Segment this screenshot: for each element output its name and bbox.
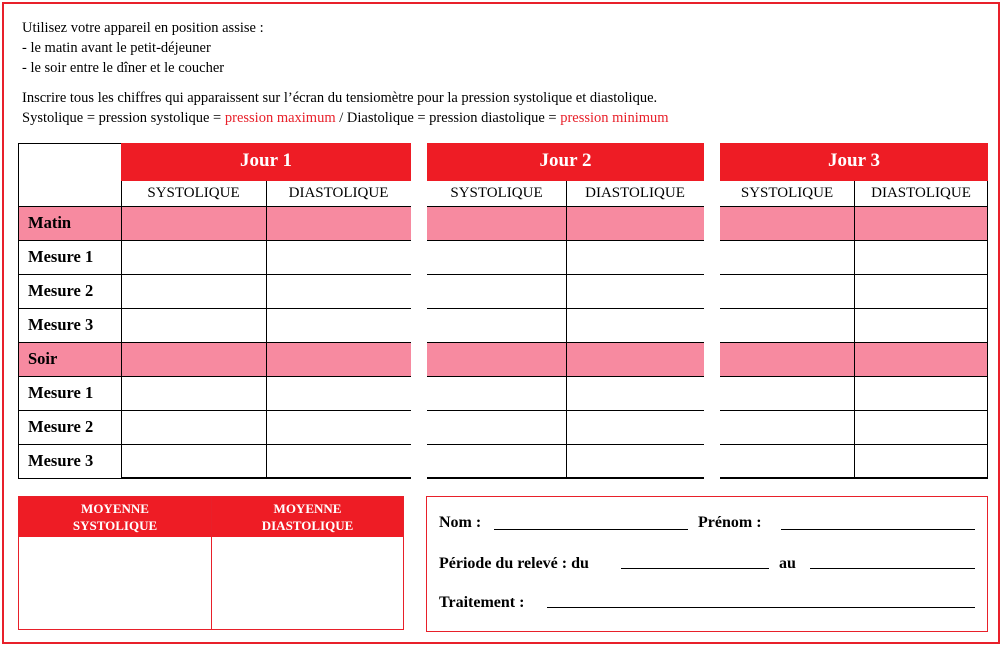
column-header-diastolique: DIASTOLIQUE bbox=[288, 185, 389, 201]
day-block-1 bbox=[121, 143, 411, 483]
instruction-definitions bbox=[22, 108, 669, 128]
traitement-field[interactable] bbox=[547, 607, 975, 608]
row-label: Mesure 3 bbox=[18, 309, 122, 343]
column-header-diastolique: DIASTOLIQUE bbox=[585, 185, 685, 201]
average-header-line: DIASTOLIQUE bbox=[261, 518, 354, 533]
average-diastolic-header bbox=[212, 497, 403, 537]
periode-au-field[interactable] bbox=[810, 568, 975, 569]
column-header-systolique: SYSTOLIQUE bbox=[450, 185, 543, 201]
row-label: Mesure 1 bbox=[18, 377, 122, 411]
definition-text: / Diastolique = pression diastolique = bbox=[335, 110, 561, 126]
average-systolic-field[interactable] bbox=[19, 537, 211, 629]
instruction-line: - le soir entre le dîner et le coucher bbox=[22, 60, 225, 76]
prenom-field[interactable] bbox=[781, 529, 975, 530]
day-header: Jour 1 bbox=[121, 143, 411, 181]
periode-du-field[interactable] bbox=[621, 568, 769, 569]
nom-field[interactable] bbox=[494, 529, 688, 530]
row-label: Mesure 2 bbox=[18, 411, 122, 445]
day-block-2 bbox=[427, 143, 704, 483]
row-label: Mesure 2 bbox=[18, 275, 122, 309]
definition-text: Systolique = pression systolique = bbox=[22, 110, 225, 126]
day-header: Jour 2 bbox=[427, 143, 704, 181]
instruction-line: Inscrire tous les chiffres qui apparaissent sur l’écran du tensiomètre pour la pression systolique et diastolique. bbox=[22, 90, 658, 106]
column-header-diastolique: DIASTOLIQUE bbox=[871, 185, 971, 201]
day-header: Jour 3 bbox=[720, 143, 988, 181]
row-label: Mesure 3 bbox=[18, 445, 122, 479]
average-header-line: MOYENNE bbox=[273, 501, 342, 516]
patient-info-box bbox=[426, 496, 988, 632]
instruction-line: Utilisez votre appareil en position assise : bbox=[22, 20, 264, 36]
day-block-3 bbox=[720, 143, 988, 483]
traitement-label: Traitement : bbox=[439, 594, 525, 611]
prenom-label: Prénom : bbox=[698, 514, 762, 531]
average-header-line: MOYENNE bbox=[81, 501, 149, 516]
row-labels-column bbox=[18, 143, 122, 483]
table-corner-cell bbox=[18, 143, 121, 207]
average-systolic-header bbox=[19, 497, 211, 537]
definition-highlight: pression minimum bbox=[560, 110, 669, 126]
column-header-systolique: SYSTOLIQUE bbox=[147, 185, 240, 201]
averages-box bbox=[18, 496, 404, 630]
row-label-soir: Soir bbox=[18, 343, 122, 377]
row-label-matin: Matin bbox=[18, 207, 122, 241]
instructions bbox=[22, 18, 669, 128]
nom-label: Nom : bbox=[439, 514, 482, 531]
instruction-line: - le matin avant le petit-déjeuner bbox=[22, 40, 211, 56]
average-header-line: SYSTOLIQUE bbox=[72, 518, 158, 533]
average-diastolic-field[interactable] bbox=[212, 537, 403, 629]
column-header-systolique: SYSTOLIQUE bbox=[740, 185, 834, 201]
periode-label: Période du relevé : du bbox=[439, 555, 589, 572]
row-label: Mesure 1 bbox=[18, 241, 122, 275]
au-label: au bbox=[779, 555, 796, 572]
definition-highlight: pression maximum bbox=[224, 110, 336, 126]
